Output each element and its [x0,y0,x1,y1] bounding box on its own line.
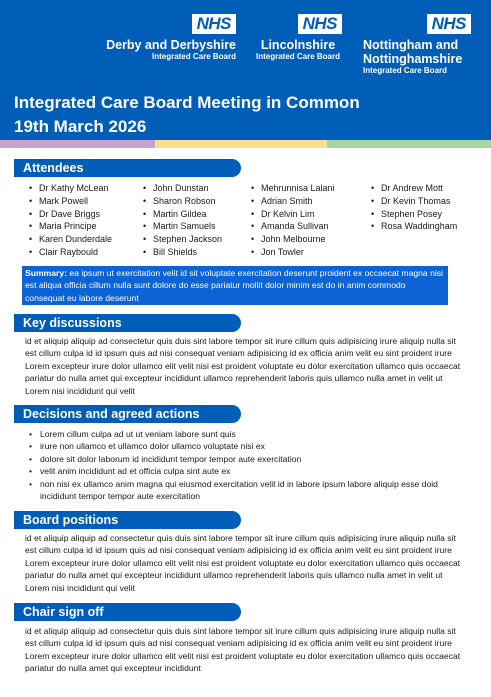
nhs-logo: NHS [192,14,236,34]
attendee: • Clair Raybould [27,246,112,259]
org-subtitle: Integrated Care Board [363,66,448,75]
decision-item: • non nisi ex ullamco anim magna qui eiusmod exercitation velit id in labore ipsum labore aliquip esse doid incididunt tempor tempor aute exercitation [27,478,467,503]
attendee: • Mehrunnisa Lalani [249,182,335,195]
attendee: • Martin Samuels [141,220,222,233]
attendee: • Stephen Jackson [141,233,222,246]
summary-label: Summary: [25,268,68,278]
attendee: • Maria Principe [27,220,112,233]
org-name: Derby and Derbyshire [106,38,236,52]
page-header [0,0,491,140]
attendee: • Jon Towler [249,246,335,259]
stripe-purple [0,140,155,148]
attendee: • Adrian Smith [249,195,335,208]
decision-item: • irure non ullamco et ullamco dolor ullamco voluptate nisi ex [27,440,467,452]
org-name: Nottinghamshire [363,52,463,66]
attendees-column-3 [249,182,335,259]
attendees-column-2 [141,182,222,259]
attendee: • Dr Dave Briggs [27,208,112,221]
attendee: • Bill Shields [141,246,222,259]
org-subtitle: Integrated Care Board [255,52,341,61]
chair-sign-off-heading: Chair sign off [14,603,241,621]
attendee: • Amanda Sullivan [249,220,335,233]
decisions-heading: Decisions and agreed actions [14,405,241,423]
decision-item: • Lorem cillum culpa ad ut ut veniam labore sunt quis [27,428,467,440]
nhs-logo: NHS [427,14,471,34]
summary-text: ea ipsum ut exercitation velit id sit voluptate exercitation deserunt proident ex occaecat magna nisi est aliqua officia cillum nulla sunt dolore do esse pariatur mollit dolor minim est do in anim commodo consequat eu labore deserunt [25,268,443,303]
meeting-date: 19th March 2026 [14,117,147,136]
decision-item: • velit anim incididunt ad et officia culpa sint aute ex [27,465,467,477]
attendee: • Karen Dunderdale [27,233,112,246]
attendee: • Stephen Posey [369,208,457,221]
key-discussions-text: id et aliquip aliquip ad consectetur quis duis sint labore tempor sit irure cillum quis adipisicing irure aliquip nulla sit est cillum culpa id id ipsum quis ad nisi consequat veniam adipisicing id ex officia anim velit eu sint proident irure Lorem excepteur irure dolor ullamco elit velit nisi est proident voluptate eu dolor exercitation ullamco quis occaecat pariatur do nulla amet qui excepteur incididunt ullamco reprehenderit laboris quis ullamco nulla amet in velit ut Lorem nisi incididunt qui velit [25,336,461,396]
key-discussions-heading: Key discussions [14,314,241,332]
org-derby [0,14,236,62]
attendee: • Martin Gildea [141,208,222,221]
decisions-list [27,428,467,502]
chair-sign-off-text: id et aliquip aliquip ad consectetur quis duis sint labore tempor sit irure cillum quis adipisicing irure aliquip nulla sit est cillum culpa id id ipsum quis ad nisi consequat veniam adipisicing id ex officia anim velit eu sint proident irure Lorem excepteur irure dolor ullamco elit velit nisi est proident voluptate eu dolor exercitation ullamco quis occaecat pariatur do nulla amet qui excepteur incididunt [25,626,461,674]
org-subtitle: Integrated Care Board [151,52,236,61]
stripe-yellow [155,140,327,148]
attendee: • Sharon Robson [141,195,222,208]
decision-item: • dolore sit dolor laborum id incididunt tempor tempor aute exercitation [27,453,467,465]
attendee: • Rosa Waddingham [369,220,457,233]
attendee: • Dr Kathy McLean [27,182,112,195]
page-title [14,91,360,139]
attendees-heading: Attendees [14,159,241,177]
attendee: • Dr Kelvin Lim [249,208,335,221]
nhs-logo: NHS [298,14,342,34]
summary-box [22,266,448,305]
org-lincolnshire [248,14,348,62]
org-nottingham [363,14,471,76]
title-line-1: Integrated Care Board Meeting in Common [14,93,360,112]
attendees-column-1 [27,182,112,259]
attendee: • Dr Andrew Mott [369,182,457,195]
org-name: Lincolnshire [260,38,336,52]
attendee: • Dr Kevin Thomas [369,195,457,208]
board-positions-text: id et aliquip aliquip ad consectetur quis duis sint labore tempor sit irure cillum quis adipisicing irure aliquip nulla sit est cillum culpa id id ipsum quis ad nisi consequat veniam adipisicing id ex officia anim velit eu sint proident irure Lorem excepteur irure dolor ullamco elit velit nisi est proident voluptate eu dolor exercitation ullamco quis occaecat pariatur do nulla amet qui excepteur incididunt ullamco reprehenderit laboris quis ullamco nulla amet in velit ut Lorem nisi incididunt qui velit [25,533,461,593]
attendee: • Mark Powell [27,195,112,208]
org-name: Nottingham and [363,38,459,52]
attendee: • John Dunstan [141,182,222,195]
attendee: • John Melbourne [249,233,335,246]
attendees-column-4 [369,182,457,233]
stripe-green [327,140,491,148]
board-positions-heading: Board positions [14,511,241,529]
